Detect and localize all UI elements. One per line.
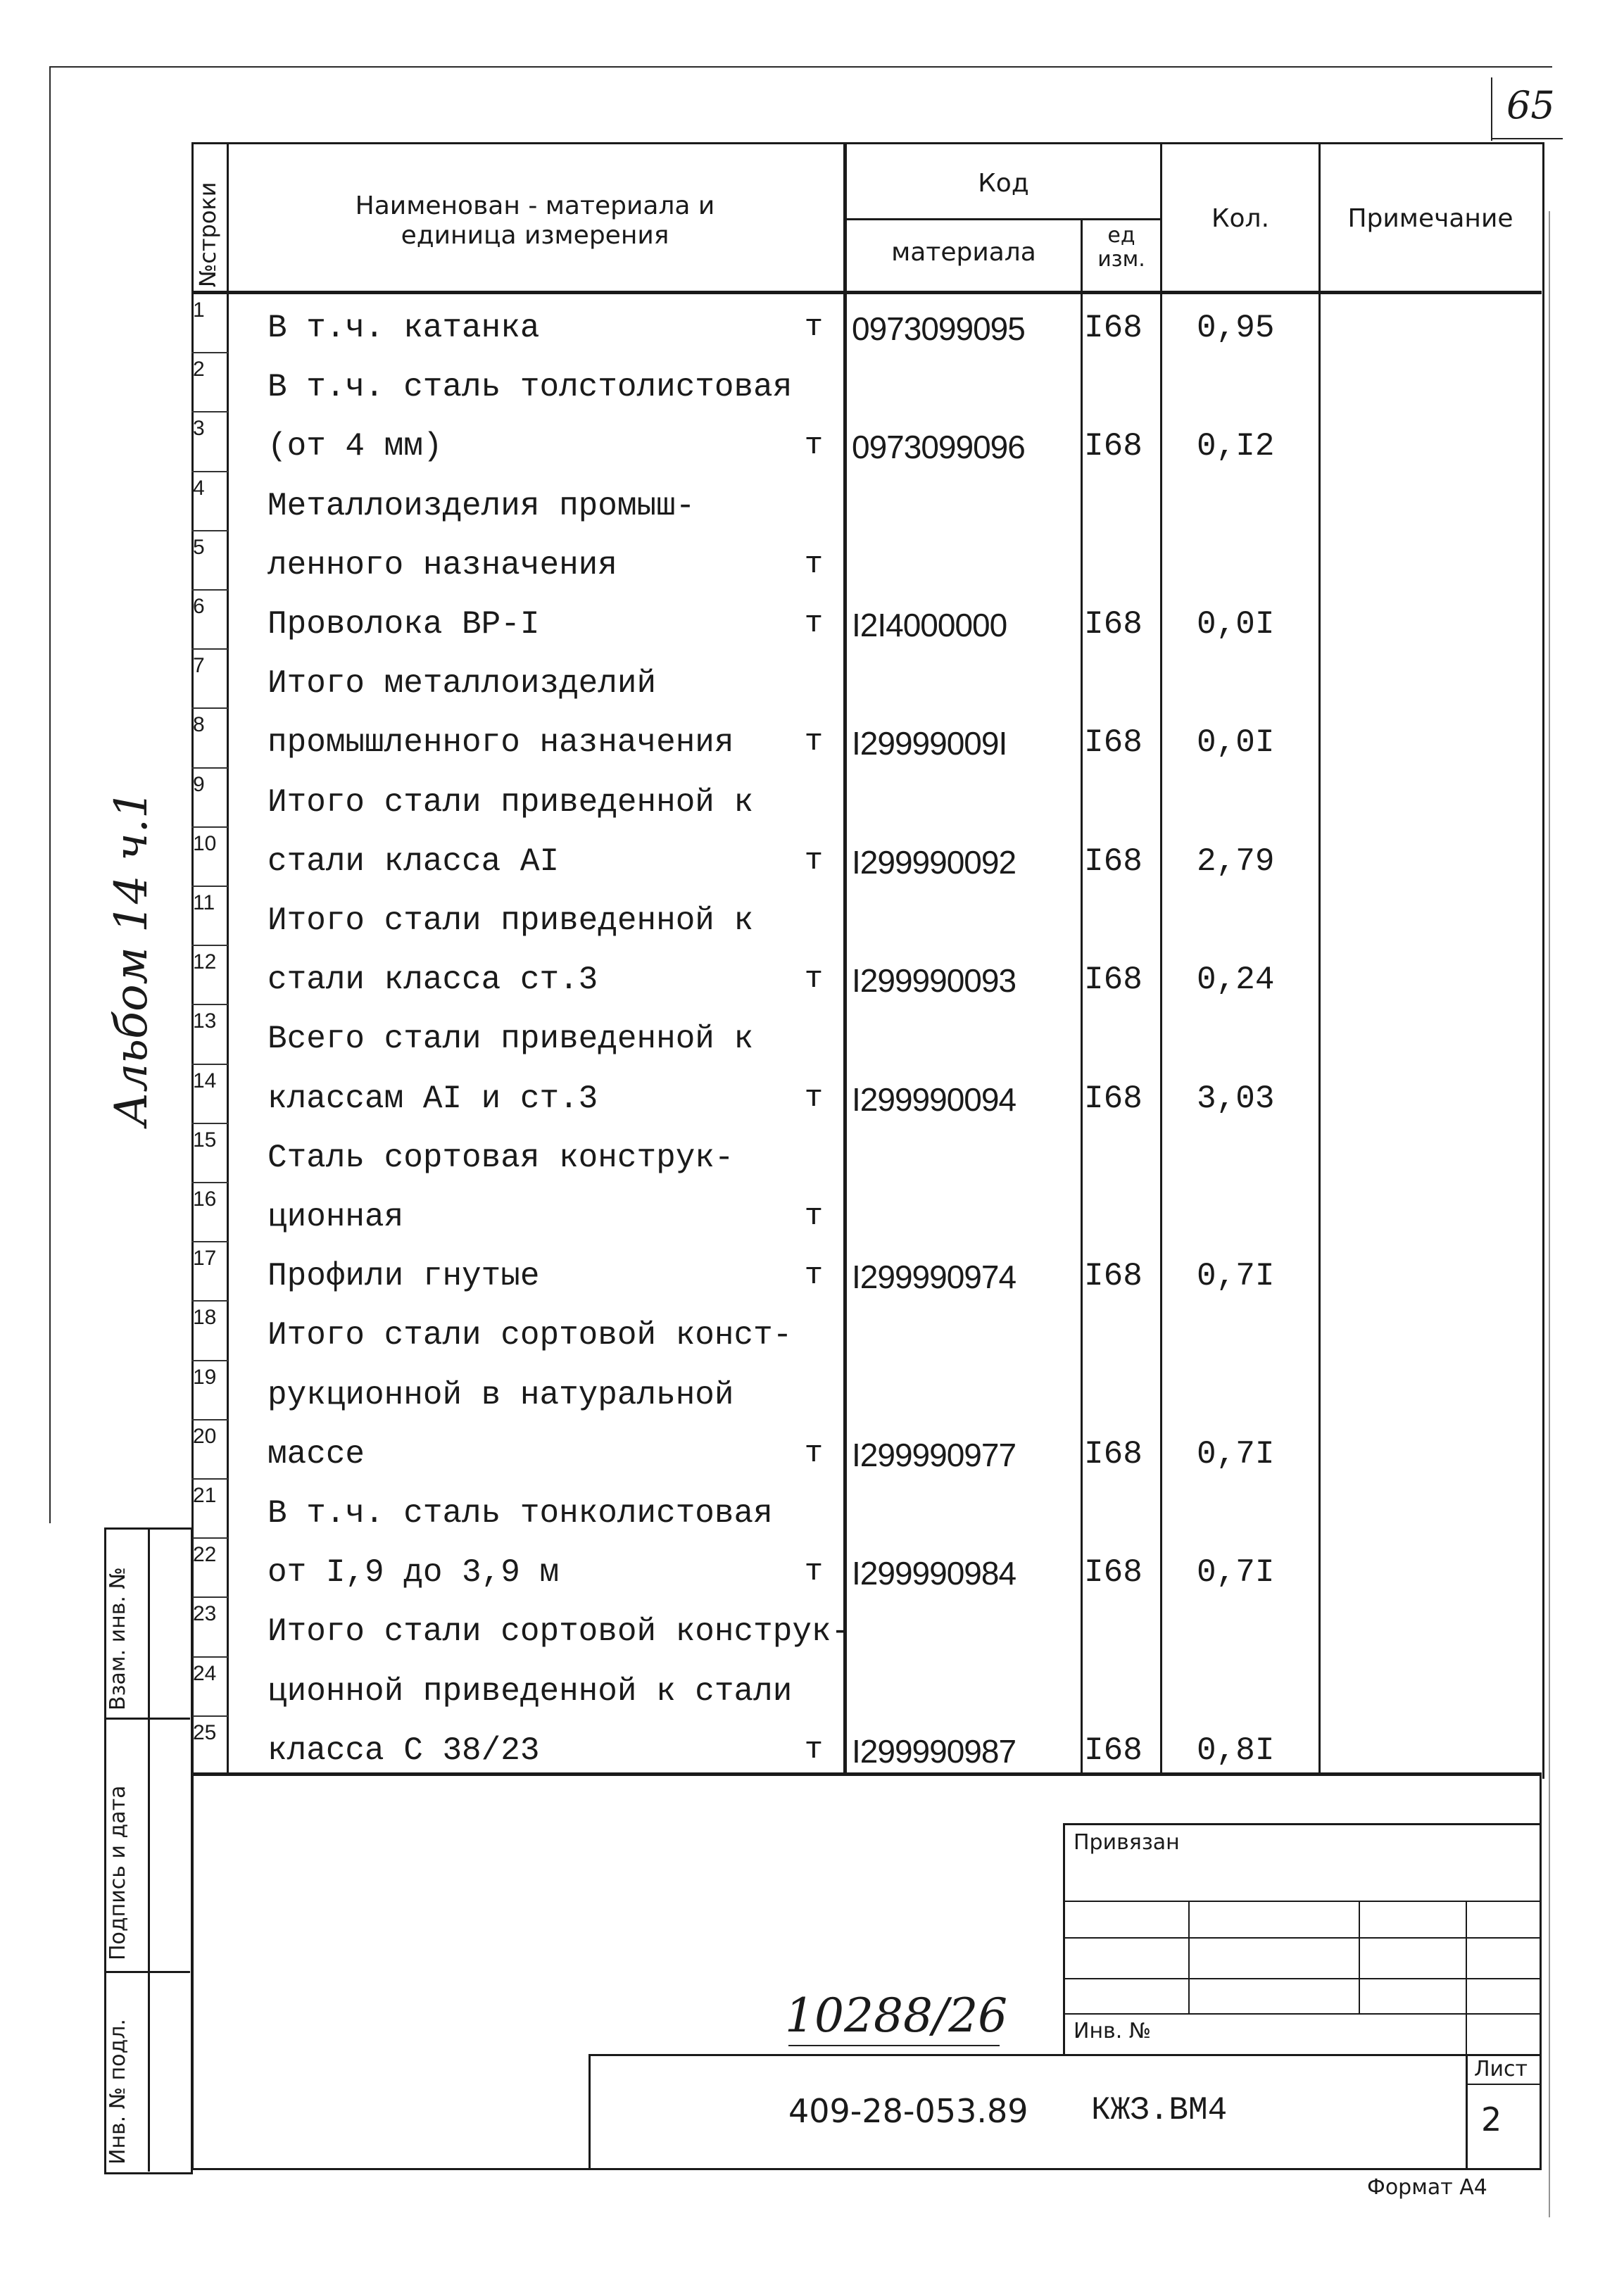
row-name: стали класса АI	[267, 843, 560, 880]
table-row	[0, 1065, 1624, 1124]
table-row	[0, 769, 1624, 828]
row-unit-code: I68	[1084, 428, 1143, 465]
row-unit-code: I68	[1084, 1435, 1143, 1473]
row-quantity: 0,95	[1197, 310, 1275, 346]
row-unit: т	[804, 1080, 824, 1116]
privyazan-grid-h1	[1063, 1901, 1542, 1902]
row-name: стали класса ст.3	[267, 962, 598, 999]
format-label: Формат А4	[1367, 2175, 1487, 2200]
table-row	[0, 1539, 1624, 1598]
row-unit-code: I68	[1084, 1080, 1143, 1117]
table-row	[0, 946, 1624, 1005]
row-name: В т.ч. катанка	[267, 310, 540, 346]
header-row-no: №строки	[194, 182, 221, 287]
inv-no-label: Инв. №	[1074, 2019, 1152, 2043]
row-name: В т.ч. сталь тонколистовая	[267, 1495, 773, 1532]
row-unit: т	[804, 310, 824, 345]
row-quantity: 0,0I	[1197, 606, 1275, 643]
stamp-left	[588, 2054, 591, 2170]
row-unit-code: I68	[1084, 843, 1143, 880]
header-unit-line2: изм.	[1097, 247, 1145, 272]
row-number: 19	[193, 1365, 217, 1389]
table-row	[0, 1598, 1624, 1657]
row-quantity: 0,I2	[1197, 428, 1275, 465]
table-row	[0, 591, 1624, 650]
side-label-inv-podl: Инв. № подл.	[106, 2019, 130, 2165]
side-label-podpis: Подпись и дата	[106, 1785, 130, 1960]
table-row	[0, 472, 1624, 531]
row-unit-code: I68	[1084, 724, 1143, 762]
row-unit-code: I68	[1084, 310, 1143, 346]
title-block-left-frame	[191, 1772, 194, 2170]
header-qty: Кол.	[1211, 204, 1270, 233]
row-material-code: I299990093	[852, 962, 1016, 1000]
table-row	[0, 1420, 1624, 1480]
row-number: 11	[193, 891, 215, 914]
row-name: Сталь сортовая конструк-	[267, 1139, 734, 1176]
row-quantity: 2,79	[1197, 843, 1275, 880]
row-material-code: I299990984	[852, 1555, 1016, 1592]
table-row	[0, 650, 1624, 709]
table-row	[0, 353, 1624, 412]
row-number: 9	[193, 772, 205, 796]
outer-frame-top	[49, 66, 1552, 68]
page-number-underline	[1492, 138, 1563, 139]
list-label: Лист	[1474, 2057, 1528, 2081]
row-unit: т	[804, 843, 824, 878]
row-name: массе	[267, 1435, 365, 1473]
page-number-tick	[1491, 77, 1492, 141]
row-unit-code: I68	[1084, 962, 1143, 999]
row-name: В т.ч. сталь толстолистовая	[267, 369, 793, 406]
row-quantity: 0,0I	[1197, 724, 1275, 762]
row-material-code: I299990977	[852, 1436, 1016, 1473]
table-row	[0, 1717, 1624, 1776]
row-quantity: 0,7I	[1197, 1435, 1275, 1473]
privyazan-box-top	[1063, 1823, 1542, 1825]
row-material-code: I299990092	[852, 843, 1016, 881]
row-name: от I,9 до 3,9 м	[267, 1554, 560, 1592]
row-number: 14	[193, 1069, 217, 1092]
row-number: 16	[193, 1187, 217, 1211]
table-row	[0, 1242, 1624, 1302]
row-number: 12	[193, 950, 217, 974]
title-block-right-frame	[1540, 1772, 1542, 2170]
row-quantity: 0,8I	[1197, 1732, 1275, 1769]
header-name-line2: единица измерения	[401, 221, 669, 250]
row-name: Итого стали сортовой конструк-	[267, 1613, 851, 1651]
header-code-split	[843, 218, 1162, 220]
table-body-bottom	[191, 1772, 1542, 1776]
handwritten-underline	[788, 2045, 1000, 2046]
table-row	[0, 1480, 1624, 1539]
row-unit-code: I68	[1084, 1258, 1143, 1295]
privyazan-grid-v1	[1188, 1901, 1190, 2013]
row-name: промышленного назначения	[267, 724, 734, 762]
row-name: Итого стали приведенной к	[267, 783, 754, 821]
row-unit-code: I68	[1084, 1554, 1143, 1592]
table-row	[0, 887, 1624, 946]
row-material-code: I299990987	[852, 1732, 1016, 1770]
row-number: 7	[193, 654, 205, 678]
table-row	[0, 1124, 1624, 1183]
row-number: 6	[193, 595, 205, 618]
header-note: Примечание	[1347, 204, 1513, 233]
header-unit-line1: ед	[1107, 223, 1135, 248]
row-name: Профили гнутые	[267, 1258, 540, 1295]
row-number: 20	[193, 1424, 217, 1448]
privyazan-box-left	[1063, 1823, 1065, 2055]
privyazan-grid-v3	[1466, 1901, 1467, 2055]
side-strip-divider	[148, 1527, 150, 2172]
privyazan-label: Привязан	[1074, 1830, 1180, 1855]
table-row	[0, 1361, 1624, 1420]
title-block-bottom	[191, 2168, 1542, 2170]
side-label-vzam: Взам. инв. №	[106, 1567, 130, 1710]
row-name: Итого стали приведенной к	[267, 902, 754, 939]
privyazan-grid-h4	[1063, 2013, 1542, 2015]
row-material-code: I2I4000000	[852, 607, 1007, 643]
row-unit: т	[804, 1258, 824, 1294]
table-row	[0, 412, 1624, 472]
row-number: 24	[193, 1661, 217, 1685]
list-box-sep	[1466, 2084, 1542, 2085]
row-name: Всего стали приведенной к	[267, 1021, 754, 1058]
row-name: ленного назначения	[267, 546, 617, 584]
row-unit: т	[804, 1435, 824, 1471]
row-number: 23	[193, 1602, 217, 1626]
row-name: Металлоизделия промыш-	[267, 487, 695, 524]
row-name: (от 4 мм)	[267, 428, 443, 465]
row-name: Итого металлоизделий	[267, 665, 657, 703]
privyazan-grid-h2	[1063, 1937, 1542, 1939]
row-number: 15	[193, 1128, 217, 1152]
table-row	[0, 294, 1624, 353]
privyazan-grid-h3	[1063, 1978, 1542, 1979]
row-unit-code: I68	[1084, 606, 1143, 643]
row-quantity: 0,24	[1197, 962, 1275, 999]
row-number: 13	[193, 1009, 217, 1033]
row-unit: т	[804, 428, 824, 464]
row-name: классам АI и ст.3	[267, 1080, 598, 1117]
row-name: ционной приведенной к стали	[267, 1672, 793, 1710]
row-number: 17	[193, 1247, 217, 1271]
list-value: 2	[1481, 2100, 1502, 2138]
page-number-handwritten: 65	[1506, 83, 1555, 127]
row-unit: т	[804, 1554, 824, 1590]
row-number: 3	[193, 417, 205, 441]
row-number: 8	[193, 713, 205, 737]
row-unit: т	[804, 1732, 824, 1768]
row-quantity: 3,03	[1197, 1080, 1275, 1117]
list-box-left	[1466, 2054, 1468, 2170]
row-name: рукционной в натуральной	[267, 1376, 734, 1413]
row-number: 10	[193, 831, 217, 855]
album-handwritten: Альбом 14 ч.1	[106, 790, 158, 1126]
row-unit: т	[804, 1199, 824, 1234]
row-name: класса С 38/23	[267, 1732, 540, 1769]
row-unit: т	[804, 962, 824, 997]
row-material-code: I299990094	[852, 1081, 1016, 1118]
row-unit: т	[804, 606, 824, 641]
table-row	[0, 828, 1624, 887]
row-unit-code: I68	[1084, 1732, 1143, 1769]
row-material-code: I29999009I	[852, 725, 1007, 762]
header-name-line1: Наименован - материала и	[355, 191, 715, 220]
header-code: Код	[978, 169, 1029, 198]
right-margin-mark	[1549, 211, 1550, 2217]
doc-code: 409-28-053.89	[788, 2092, 1028, 2130]
row-name: Итого стали сортовой конст-	[267, 1317, 793, 1354]
table-row	[0, 1183, 1624, 1242]
row-number: 2	[193, 358, 205, 382]
stamp-top	[588, 2054, 1542, 2056]
row-unit: т	[804, 724, 824, 760]
row-unit: т	[804, 546, 824, 582]
table-row	[0, 709, 1624, 768]
row-name: Проволока ВР-I	[267, 606, 540, 643]
header-material: материала	[891, 238, 1036, 267]
side-strip-sep1	[104, 1718, 190, 1720]
row-number: 22	[193, 1543, 217, 1567]
row-material-code: I299990974	[852, 1259, 1016, 1296]
doc-mark: КЖЗ.ВМ4	[1091, 2092, 1228, 2129]
row-number: 25	[193, 1720, 217, 1744]
table-row	[0, 531, 1624, 591]
table-row	[0, 1302, 1624, 1361]
row-material-code: 0973099096	[852, 429, 1025, 466]
row-number: 1	[193, 298, 205, 322]
table-row	[0, 1005, 1624, 1064]
row-number: 21	[193, 1484, 217, 1507]
row-number: 5	[193, 535, 205, 559]
row-material-code: 0973099095	[852, 310, 1025, 347]
row-number: 4	[193, 476, 205, 500]
side-strip-sep2	[104, 1971, 190, 1973]
privyazan-grid-v2	[1359, 1901, 1360, 2013]
table-row	[0, 1658, 1624, 1717]
row-number: 18	[193, 1306, 217, 1330]
handwritten-number: 10288/26	[785, 1989, 1008, 2043]
row-name: ционная	[267, 1199, 404, 1235]
row-quantity: 0,7I	[1197, 1554, 1275, 1592]
row-quantity: 0,7I	[1197, 1258, 1275, 1295]
